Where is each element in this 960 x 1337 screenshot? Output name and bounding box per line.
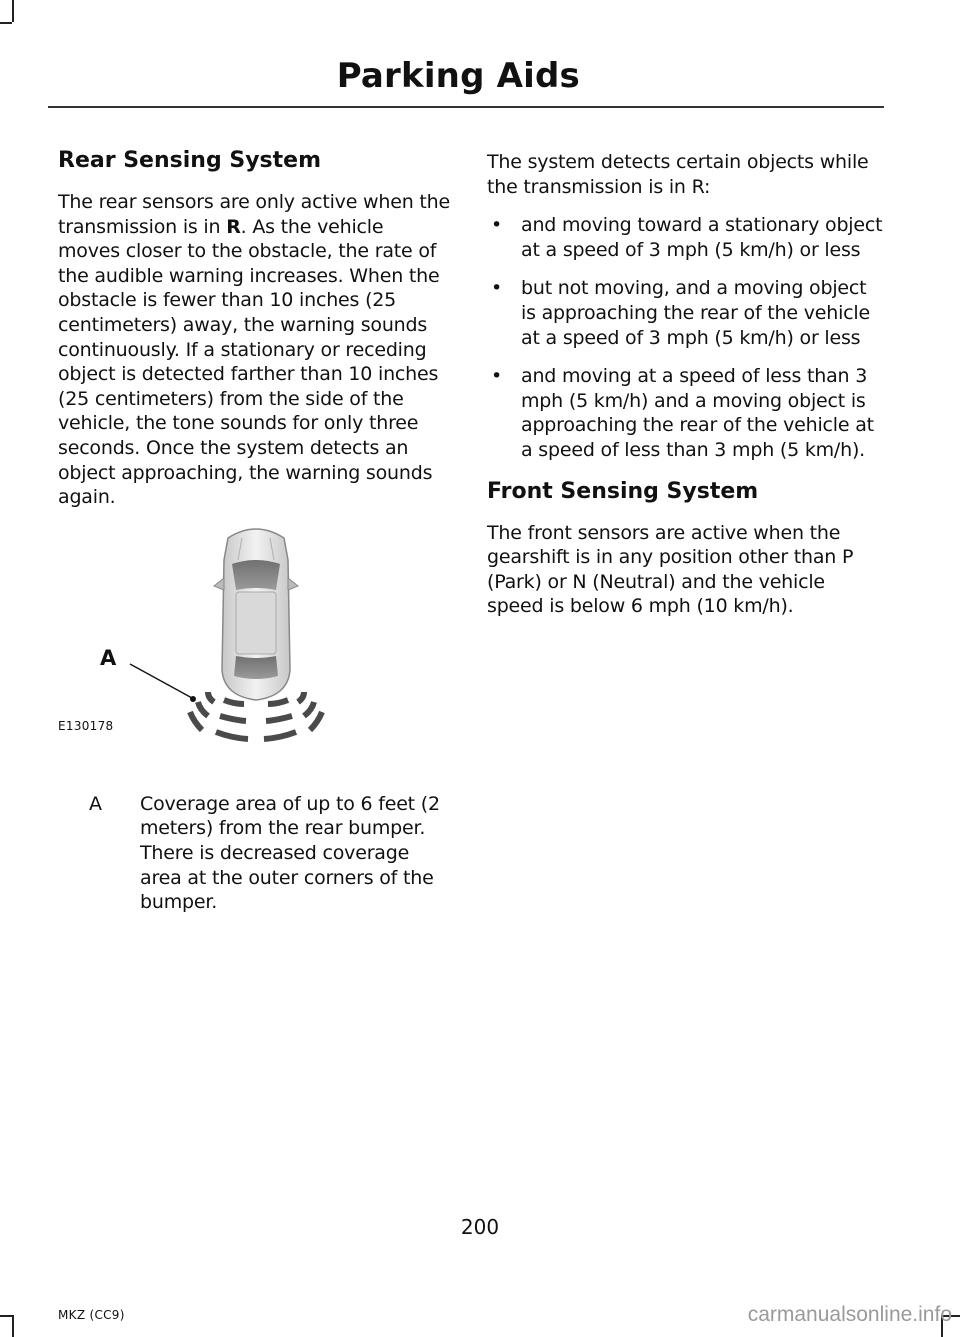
list-item: • but not moving, and a moving object is approaching the rear of the vehicle at a speed of 3 mph (5 km/h) or less (491, 277, 870, 349)
car-top-view-illustration (58, 520, 450, 750)
transmission-r-label: R (226, 215, 241, 238)
bullet-icon: • (491, 277, 503, 300)
model-code: MKZ (CC9) (58, 1308, 125, 1322)
header-divider (48, 106, 884, 108)
page-number: 200 (460, 1215, 500, 1239)
crop-mark-top-left-h (0, 22, 12, 24)
detect-list (487, 213, 887, 462)
crop-mark-bottom-left-h (0, 1315, 12, 1317)
crop-mark-bottom-left-v (12, 1315, 14, 1337)
rear-sensing-heading: Rear Sensing System (58, 148, 321, 173)
page-title: Parking Aids (336, 56, 580, 96)
detect-intro: The system detects certain objects while the transmission is in R: (487, 151, 869, 198)
figure-legend (58, 792, 450, 915)
right-column (487, 150, 887, 619)
list-item: • and moving toward a stationary object at a speed of 3 mph (5 km/h) or less (491, 214, 883, 261)
list-item: • and moving at a speed of less than 3 mph (5 km/h) and a moving object is approaching the rear of the vehicle at a speed of less than 3 mph (5 km/h). (491, 365, 874, 461)
rear-sensor-figure (58, 520, 450, 750)
legend-text: Coverage area of up to 6 feet (2 meters) from the rear bumper. There is decreased coverage area at the outer corners of the bumper. (140, 792, 440, 914)
left-column (58, 146, 450, 915)
callout-label-a: A (100, 645, 117, 670)
front-sensing-heading: Front Sensing System (487, 478, 759, 504)
bullet-icon: • (491, 365, 503, 388)
figure-code: E130178 (58, 718, 114, 733)
front-sensing-paragraph: The front sensors are active when the gearshift is in any position other than P (Park) or N (Neutral) and the vehicle speed is below 6 mph (10 km/h). (487, 521, 854, 618)
crop-mark-top-left-v (12, 0, 14, 22)
bullet-icon: • (491, 214, 503, 237)
watermark-text: carmanualsonline.info (747, 1303, 952, 1326)
rear-sensing-paragraph: The rear sensors are only active when the transmission is in R. As the vehicle moves closer to the obstacle, the rate of the audible warning increases. When the obstacle is fewer than 10 inches (25 centimeters) away, the warning sounds continuously. If a stationary or receding object is detected farther than 10 inches (25 centimeters) from the side of the vehicle, the tone sounds for only three seconds. Once the system detects an object approaching, the warning sounds again. (58, 191, 450, 509)
legend-key: A (89, 792, 102, 815)
